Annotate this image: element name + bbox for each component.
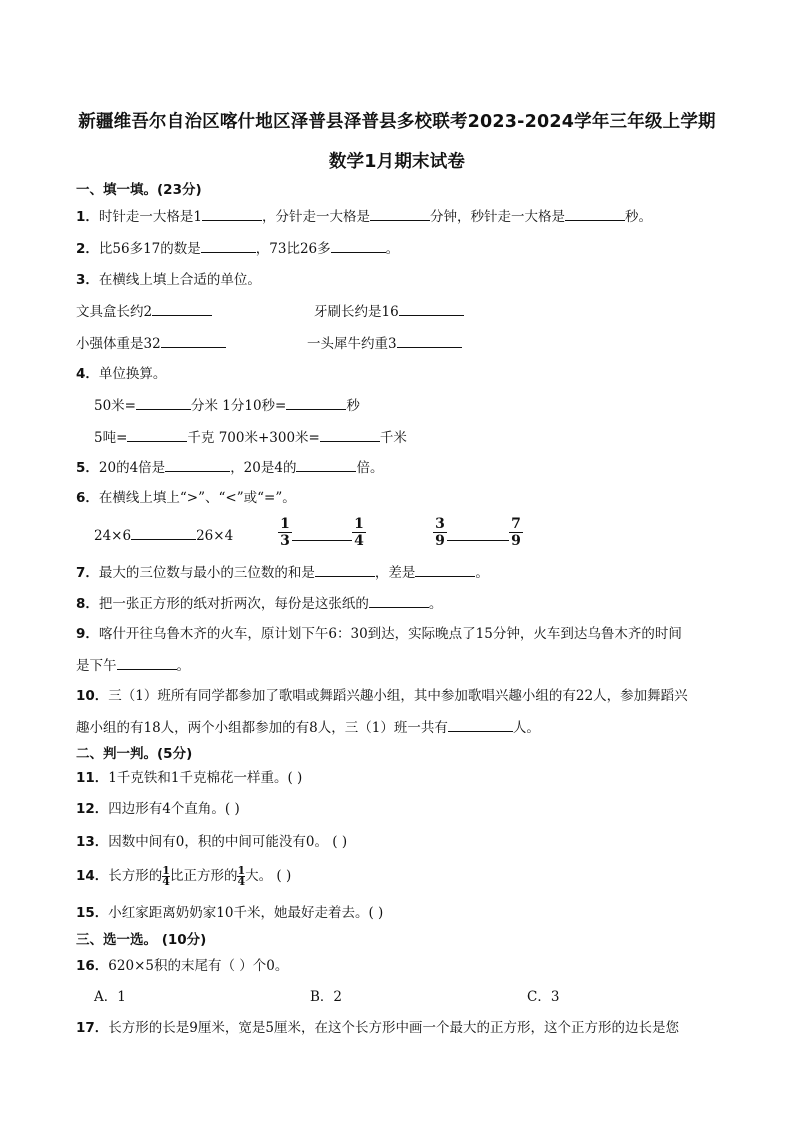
question-text: 比正方形的 (169, 868, 238, 884)
fraction-numerator: 3 (435, 516, 445, 532)
question-text: ，分针走一大格是 (262, 209, 370, 225)
question-number: 9． (76, 626, 99, 642)
question-text[interactable]: 小红家距离奶奶家10千米，她最好走着去。( ) (108, 905, 384, 921)
option-b[interactable]: B．2 (310, 989, 343, 1005)
question-text: 千克 700米+300米= (187, 430, 320, 446)
question-text: 20的4倍是 (98, 460, 166, 476)
fraction-numerator: 1 (280, 516, 290, 532)
fraction-1-4 (237, 866, 245, 887)
answer-blank[interactable] (399, 301, 464, 316)
question-12 (76, 799, 240, 819)
question-6 (76, 488, 296, 508)
question-text: 50米= (94, 398, 136, 414)
question-text: 。 (475, 565, 489, 581)
answer-blank[interactable] (331, 238, 386, 253)
question-text: 比56多17的数是 (98, 241, 201, 257)
question-text: 喀什开往乌鲁木齐的火车，原计划下午6：30到达，实际晚点了15分钟，火车到达乌鲁木齐的时间 (98, 626, 682, 642)
question-text: 5吨= (94, 430, 128, 446)
question-text[interactable]: 四边形有4个直角。( ) (108, 801, 240, 817)
question-text: 长方形的长是9厘米，宽是5厘米，在这个长方形中画一个最大的正方形，这个正方形的边长是您 (108, 1020, 679, 1036)
question-text: ，20是4的 (230, 460, 297, 476)
fraction-numerator: 7 (511, 516, 521, 532)
answer-blank[interactable] (397, 333, 462, 348)
fraction-numerator: 1 (162, 864, 170, 877)
question-10-cont (76, 717, 540, 738)
question-text: 单位换算。 (98, 366, 167, 382)
answer-blank[interactable] (369, 593, 429, 608)
question-text: 人。 (512, 720, 540, 736)
question-14 (76, 866, 291, 887)
question-text: 。 (176, 658, 190, 674)
question-16 (76, 956, 288, 976)
question-3 (76, 270, 261, 290)
question-number: 11． (76, 770, 109, 786)
answer-blank[interactable] (448, 717, 513, 732)
question-3-row1a (76, 301, 212, 322)
question-number: 6． (76, 490, 99, 506)
question-number: 8． (76, 596, 99, 612)
answer-blank[interactable] (315, 562, 375, 577)
question-text: 趣小组的有18人，两个小组都参加的有8人，三（1）班一共有 (76, 720, 448, 736)
question-number: 4． (76, 366, 99, 382)
question-13 (76, 832, 347, 852)
question-number: 1． (76, 209, 99, 225)
question-text: 最大的三位数与最小的三位数的和是 (98, 565, 315, 581)
fraction-1-4 (162, 866, 170, 887)
question-text: 分米 1分10秒= (191, 398, 287, 414)
exam-title-line2: 数学1月期末试卷 (328, 152, 466, 172)
fraction-denominator: 9 (509, 532, 523, 549)
section-heading-choose: 三、选一选。 (10分) (76, 932, 207, 948)
answer-blank[interactable] (201, 238, 256, 253)
fraction-numerator: 1 (237, 864, 246, 877)
question-8 (76, 593, 442, 614)
question-number: 12． (76, 801, 109, 817)
fraction-denominator: 4 (162, 875, 170, 888)
fraction-3-9 (433, 516, 447, 549)
answer-blank[interactable] (320, 427, 380, 442)
question-text: 620×5积的末尾有（ ）个0。 (108, 958, 289, 974)
exam-title-line1: 新疆维吾尔自治区喀什地区泽普县泽普县多校联考2023-2024学年三年级上学期 (78, 112, 716, 132)
fraction-denominator: 4 (352, 532, 366, 549)
fraction-denominator: 4 (237, 875, 246, 888)
question-9 (76, 624, 682, 644)
answer-blank[interactable] (127, 427, 187, 442)
question-text: 秒 (346, 398, 360, 414)
question-10 (76, 686, 688, 706)
question-number: 7． (76, 565, 99, 581)
question-2 (76, 238, 399, 259)
question-text: 是下午 (76, 658, 117, 674)
question-11 (76, 768, 302, 788)
question-text: 牙刷长约是16 (314, 304, 399, 320)
question-text: 24×6 (94, 528, 132, 544)
answer-blank[interactable] (117, 655, 177, 670)
question-3-row2a (76, 333, 226, 354)
question-text: 文具盒长约2 (76, 304, 153, 320)
option-a[interactable]: A．1 (94, 989, 126, 1005)
answer-blank[interactable] (370, 206, 430, 221)
question-text: 。 (428, 596, 443, 612)
question-number: 10． (76, 688, 109, 704)
question-number: 5． (76, 460, 99, 476)
answer-blank[interactable] (296, 457, 356, 472)
question-text: 时针走一大格是1 (98, 209, 202, 225)
question-number: 17． (76, 1020, 109, 1036)
question-text: 秒。 (625, 209, 652, 225)
question-4-row1 (94, 395, 360, 416)
fraction-1-3 (278, 516, 292, 549)
question-number: 3． (76, 272, 99, 288)
question-4-row2 (94, 427, 407, 448)
question-3-row1b (314, 301, 464, 322)
question-text[interactable]: 1千克铁和1千克棉花一样重。( ) (108, 770, 303, 786)
question-text: 在横线上填上“>”、“<”或“=”。 (98, 490, 296, 506)
question-4 (76, 364, 166, 384)
question-7 (76, 562, 489, 583)
fraction-numerator: 1 (354, 516, 364, 532)
question-text: 小强体重是32 (76, 336, 161, 352)
question-number: 16． (76, 958, 109, 974)
question-9-cont (76, 655, 190, 676)
question-text: ，差是 (374, 565, 416, 581)
question-text: 26×4 (196, 528, 234, 544)
answer-blank[interactable] (165, 457, 230, 472)
question-1 (76, 206, 652, 227)
question-text: 倍。 (356, 460, 384, 476)
answer-blank[interactable] (152, 301, 212, 316)
question-number: 15． (76, 905, 109, 921)
answer-blank[interactable] (447, 540, 509, 541)
question-number: 13． (76, 834, 109, 850)
question-number: 2． (76, 241, 99, 257)
answer-blank[interactable] (286, 395, 346, 410)
answer-blank[interactable] (136, 395, 191, 410)
answer-blank[interactable] (131, 525, 196, 540)
question-text: 在横线上填上合适的单位。 (98, 272, 261, 288)
question-number: 14． (76, 868, 109, 884)
question-text: 一头犀牛约重3 (307, 336, 397, 352)
fraction-denominator: 3 (278, 532, 292, 549)
question-text: 长方形的 (108, 868, 163, 884)
answer-blank[interactable] (565, 206, 625, 221)
question-text: 千米 (379, 430, 407, 446)
question-text: 三（1）班所有同学都参加了歌唱或舞蹈兴趣小组，其中参加歌唱兴趣小组的有22人，参加舞蹈兴 (108, 688, 688, 704)
section-heading-judge: 二、判一判。(5分) (76, 746, 193, 762)
question-15 (76, 903, 383, 923)
question-17 (76, 1018, 679, 1038)
answer-blank[interactable] (415, 562, 475, 577)
answer-blank[interactable] (161, 333, 226, 348)
question-text: ，73比26多 (255, 241, 331, 257)
question-5 (76, 457, 383, 478)
fraction-7-9 (509, 516, 523, 549)
option-c[interactable]: C．3 (527, 989, 560, 1005)
question-text: 分钟，秒针走一大格是 (430, 209, 565, 225)
question-6-expr1 (94, 525, 233, 546)
section-heading-fill: 一、填一填。(23分) (76, 182, 202, 198)
answer-blank[interactable] (292, 540, 352, 541)
question-text: 。 (385, 241, 400, 257)
answer-blank[interactable] (202, 206, 262, 221)
question-text: 把一张正方形的纸对折两次，每份是这张纸的 (98, 596, 369, 612)
fraction-denominator: 9 (433, 532, 447, 549)
question-text[interactable]: 大。 ( ) (245, 868, 292, 884)
question-text[interactable]: 因数中间有0，积的中间可能没有0。 ( ) (108, 834, 348, 850)
question-3-row2b (307, 333, 462, 354)
fraction-1-4 (352, 516, 366, 549)
